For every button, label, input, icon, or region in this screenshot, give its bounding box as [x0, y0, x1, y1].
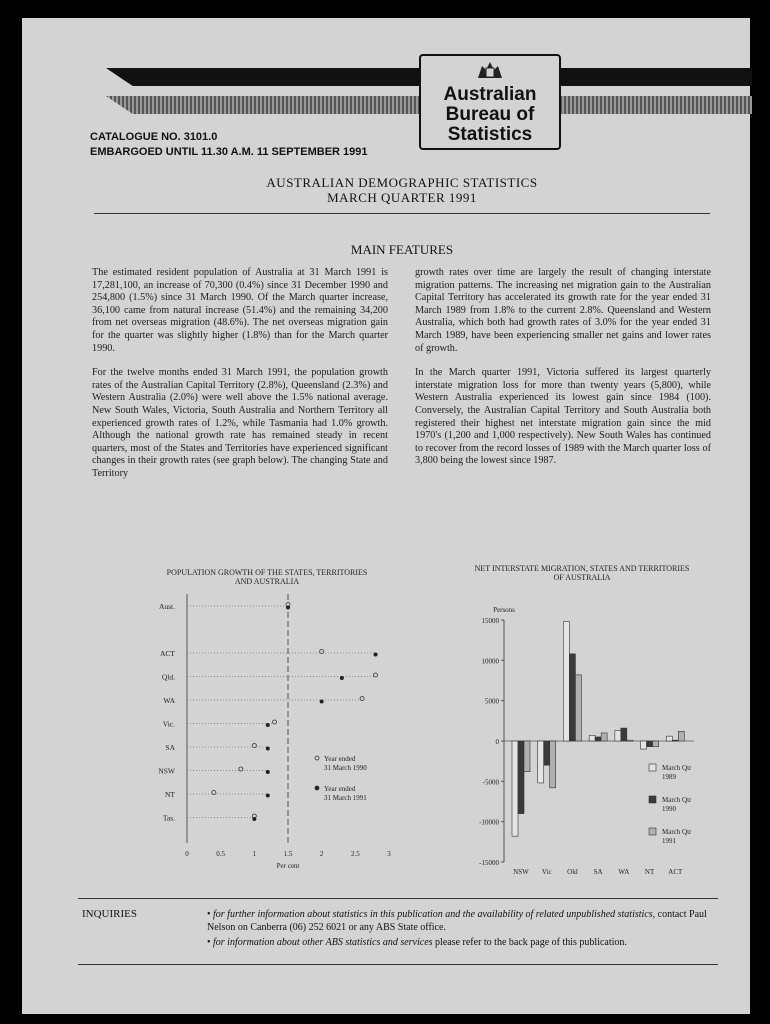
- data-point: [320, 650, 324, 654]
- data-point: [212, 791, 216, 795]
- divider: [78, 964, 718, 965]
- data-point: [252, 744, 256, 748]
- inquiries-text: [207, 908, 707, 951]
- category-label: NSW: [513, 868, 529, 874]
- data-point: [239, 767, 243, 771]
- tick-label: -15000: [479, 859, 499, 867]
- bar: [678, 731, 684, 741]
- header-stripe: [106, 96, 440, 114]
- paragraph: growth rates over time are largely the result of changing interstate migration patterns. The increasing net migration gain to the Australian Capital Territory has accelerated its growth rate for the year ended 31 March 1989 from 1.8% to the current 2.8%. Queensland and Western Australia, which both had growth rates of 3.0% for the year ended 31 March 1989, have been experiencing smaller net gains and lower rates of growth.: [415, 267, 711, 354]
- bar: [544, 741, 550, 765]
- category-label: Aust.: [158, 602, 175, 611]
- category-label: Qld.: [161, 672, 175, 682]
- axis-label: Per cent: [276, 862, 300, 868]
- legend-label: March Qtr: [662, 764, 692, 772]
- data-point: [374, 653, 378, 657]
- legend-label: Year ended: [324, 755, 356, 763]
- tick-label: -10000: [479, 818, 499, 827]
- inquiry-contact: please refer to the back page of this publication.: [435, 937, 627, 948]
- bar: [589, 735, 595, 741]
- tick-label: 15000: [481, 617, 499, 625]
- tick-label: 0.5: [216, 850, 226, 858]
- category-label: NT: [644, 868, 655, 874]
- data-point: [266, 723, 270, 727]
- legend-marker: [649, 828, 656, 835]
- bar: [563, 622, 569, 741]
- tick-label: 10000: [481, 657, 499, 666]
- legend-marker: [649, 796, 656, 803]
- bar: [641, 741, 647, 749]
- logo-line: Bureau of: [445, 104, 535, 125]
- logo-line: Australian: [443, 84, 537, 105]
- bar: [666, 736, 672, 741]
- bar: [601, 733, 607, 741]
- abs-logo: [419, 54, 561, 150]
- paragraph: For the twelve months ended 31 March 1991, the population growth rates of the Australian Capital Territory (2.8%), Queensland (2.3%) and Western Australia (2.0%) were well above the 1.5% national average. New South Wales, Victoria, South Australia and Northern Territory all experienced growth rates of 1.2%, while Tasmania had 1.0% growth. Although the national growth rate has remained steady in recent quarters, most of the States and Territories have experienced significant changes in their growth rates (see graph below). The changing State and Territory: [92, 367, 388, 479]
- bar: [672, 740, 678, 741]
- tick-label: -5000: [482, 778, 499, 787]
- bar: [627, 740, 633, 741]
- legend-label: 1991: [662, 837, 676, 845]
- logo-line: Statistics: [447, 124, 533, 145]
- tick-label: 0: [495, 738, 499, 746]
- data-point: [266, 770, 270, 774]
- header-stripe: [106, 68, 440, 86]
- legend-label: March Qtr: [662, 796, 692, 804]
- tick-label: 0: [185, 850, 189, 858]
- category-label: NT: [165, 790, 175, 799]
- inquiry-lead: for information about other ABS statistics and services: [213, 937, 433, 948]
- data-point: [360, 697, 364, 701]
- coat-of-arms-icon: [470, 58, 510, 80]
- header-stripe: [552, 68, 752, 86]
- bar: [595, 737, 601, 741]
- divider: [94, 213, 710, 214]
- data-point: [286, 606, 290, 610]
- bar: [647, 741, 653, 747]
- category-label: NSW: [158, 766, 175, 776]
- bar: [550, 741, 556, 788]
- bar: [512, 741, 518, 836]
- data-point: [273, 720, 277, 724]
- bar: [653, 741, 659, 747]
- chart-title: POPULATION GROWTH OF THE STATES, TERRITORIES AND AUSTRALIA: [166, 568, 368, 586]
- embargo-notice: EMBARGOED UNTIL 11.30 A.M. 11 SEPTEMBER 1991: [90, 146, 368, 158]
- catalogue-info: [90, 130, 368, 160]
- inquiry-item: • for further information about statistics in this publication and the availability of related unpublished statistics, contact Paul Nelson on Canberra (06) 252 6021 or any ABS State office.: [207, 909, 707, 933]
- inquiries-label: INQUIRIES: [82, 908, 137, 920]
- tick-label: 1.5: [283, 850, 293, 858]
- legend-label: Year ended: [324, 785, 356, 793]
- category-label: SA: [165, 743, 175, 752]
- legend-label: 31 March 1990: [324, 764, 367, 772]
- bar: [524, 741, 530, 772]
- category-label: Qld: [567, 868, 578, 874]
- legend-label: March Qtr: [662, 828, 692, 836]
- divider: [78, 898, 718, 899]
- data-point: [320, 700, 324, 704]
- text-column-left: [92, 267, 388, 493]
- category-label: ACT: [668, 868, 683, 874]
- tick-label: 1: [252, 850, 257, 858]
- paragraph: In the March quarter 1991, Victoria suffered its largest quarterly interstate migration loss for more than twenty years (5,800), while Western Australia experienced its lowest gain since 1984 (100). Conversely, the Australian Capital Territory and South Australia both registered their highest net interstate migration gain since the mid 1970's (1,200 and 1,000 respectively). New South Wales has continued to recover from the record losses of 1989 with the March quarter loss of 3,800 being the lowest since 1987.: [415, 367, 711, 467]
- migration-chart: [432, 584, 742, 874]
- page-subtitle: MARCH QUARTER 1991: [327, 190, 477, 205]
- axis-label: Persons: [493, 606, 515, 614]
- data-point: [266, 794, 270, 798]
- legend-marker: [315, 756, 319, 760]
- bar: [538, 741, 544, 783]
- catalogue-number: CATALOGUE NO. 3101.0: [90, 131, 218, 143]
- chart-title: NET INTERSTATE MIGRATION, STATES AND TERRITORIES OF AUSTRALIA: [474, 564, 690, 582]
- legend-marker: [649, 764, 656, 771]
- legend-marker: [315, 786, 319, 790]
- inquiry-contact: contact Paul Nelson on Canberra (06) 252 6021 or any ABS State office.: [207, 909, 707, 933]
- category-label: ACT: [160, 649, 175, 658]
- legend-label: 1990: [662, 805, 676, 813]
- data-point: [252, 817, 256, 821]
- tick-label: 5000: [485, 697, 499, 706]
- category-label: WA: [618, 868, 630, 874]
- legend-label: 1989: [662, 773, 676, 781]
- header-stripe: [552, 96, 752, 114]
- category-label: WA: [163, 696, 175, 705]
- bar: [615, 731, 621, 741]
- bar: [621, 728, 627, 741]
- data-point: [340, 676, 344, 680]
- document-page: [22, 18, 750, 1014]
- section-heading: MAIN FEATURES: [350, 242, 454, 257]
- category-label: Vic: [541, 868, 552, 874]
- data-point: [374, 673, 378, 677]
- bar: [569, 654, 575, 741]
- inquiry-item: • for information about other ABS statistics and services please refer to the back page of this publication.: [207, 937, 627, 948]
- paragraph: The estimated resident population of Australia at 31 March 1991 is 17,281,100, an increase of 70,300 (0.4%) since 31 December 1990 and 254,800 (1.5%) since 31 March 1990. Of the March quarter increase, 36,100 came from natural increase (51.4%) and the remaining 34,200 from net overseas migration (48.6%). The net overseas migration gain for the quarter was slightly higher (1.8%) than for the March quarter 1990.: [92, 267, 388, 354]
- bar: [575, 675, 581, 741]
- category-label: Vic.: [162, 719, 175, 729]
- data-point: [266, 747, 270, 751]
- tick-label: 2.5: [350, 850, 360, 858]
- category-label: SA: [593, 868, 603, 874]
- category-label: Tas.: [162, 813, 175, 823]
- tick-label: 3: [387, 850, 391, 858]
- inquiry-lead: for further information about statistics in this publication and the availability of related unpublished statistics,: [213, 909, 656, 920]
- page-title: AUSTRALIAN DEMOGRAPHIC STATISTICS: [266, 175, 538, 190]
- legend-label: 31 March 1991: [324, 794, 367, 802]
- bar: [518, 741, 524, 814]
- tick-label: 2: [319, 850, 324, 858]
- population-growth-chart: [102, 588, 402, 868]
- text-column-right: [415, 267, 711, 480]
